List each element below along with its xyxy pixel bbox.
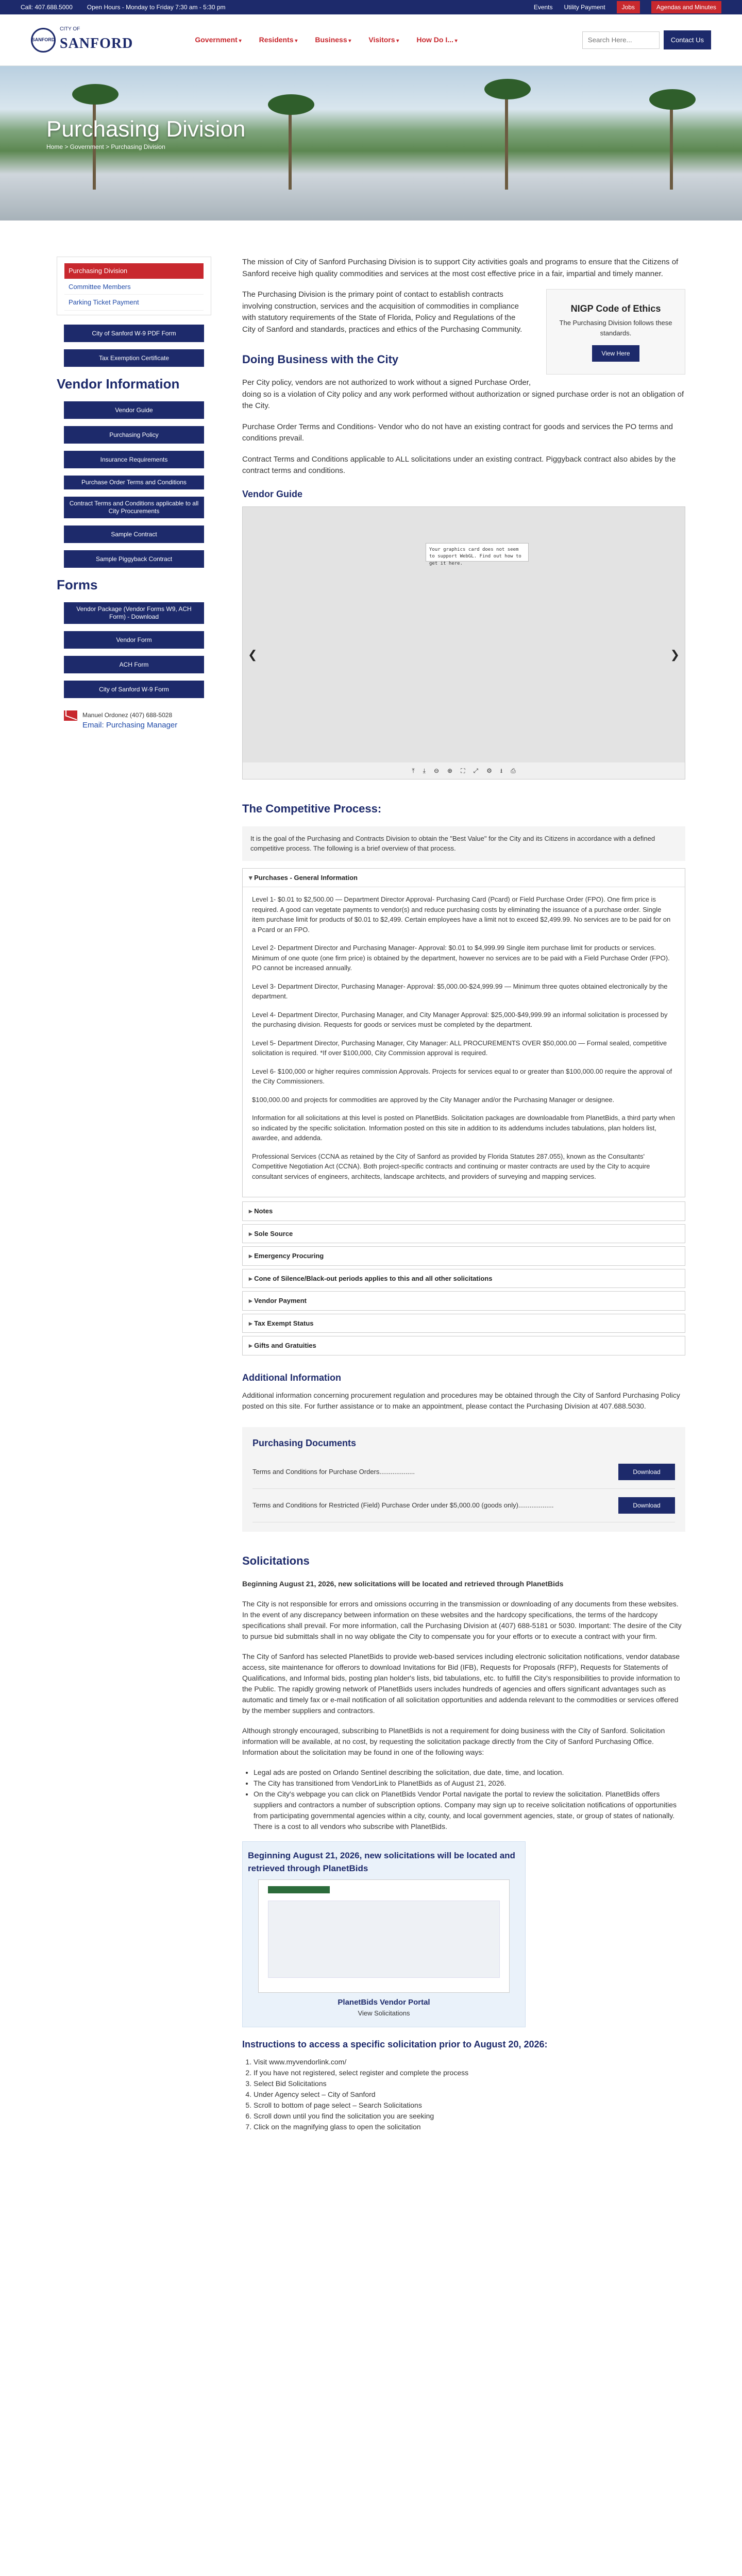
contact-email-link[interactable]: Email: Purchasing Manager (82, 720, 178, 730)
vendor-info-heading: Vendor Information (57, 376, 180, 392)
nigp-title: NIGP Code of Ethics (570, 303, 661, 314)
site-logo[interactable] (31, 25, 133, 55)
forms-heading: Forms (57, 577, 98, 592)
solicitations-p2: The City of Sanford has selected PlanetBids to provide web-based services including electronic solicitation notifications, vendor database access, site maintenance for offerors to download Invitations for Bid (IFB), Requests for Proposals (RFP), Requests for Statements of Qualifications, and Informal bids, posting plan holder's lists, bid tabulations, etc. to fulfill the City's responsibilities to provide information to the Public. The rapidly growing network of PlanetBids users includes hundreds of agencies and offers significant advantages such as automatic and timely fax or e-mail notification of all solicitation opportunities and addenda relevant to the commodities or services offered by the member suppliers and contractors. (242, 1652, 680, 1715)
top-link-jobs[interactable]: Jobs (617, 1, 640, 13)
planetbids-heading: Beginning August 21, 2026, new solicitations will be located and retrieved through PlanetBids (248, 1850, 515, 1873)
sample-contract-button[interactable]: Sample Contract (64, 526, 204, 543)
purchasing-documents (242, 1427, 685, 1532)
vendor-guide-viewer[interactable] (242, 506, 685, 779)
w9-form-button[interactable]: City of Sanford W-9 Form (64, 681, 204, 698)
top-bar (0, 0, 742, 14)
sidebar-contact (57, 705, 211, 737)
nav-how-do-i[interactable]: How Do I... ▾ (416, 35, 457, 45)
accordion-sole-source[interactable]: ▸ Sole Source (242, 1224, 685, 1244)
sidebar-item-purchasing-division[interactable]: Purchasing Division (64, 263, 204, 279)
hero-banner (0, 66, 742, 221)
vendor-guide-button[interactable]: Vendor Guide (64, 401, 204, 419)
planetbids-card (242, 1841, 526, 2027)
doing-business-heading: Doing Business with the City (242, 353, 399, 366)
ccna-text: Professional Services (CCNA as retained by the City of Sanford as provided by Florida Statutes 287.055), known as the Consultants' Competitive Negotiation Act (CCNA). Both project-specific contracts and continuing or master contracts are used by the City to acquire consultant services of engineers, architects, landscape architects, and providers of surveying and mapping services. (252, 1152, 650, 1180)
solicitations-lead: Beginning August 21, 2026, new solicitations will be located and retrieved through PlanetBids (242, 1579, 564, 1588)
accordion-general-info (242, 868, 685, 1198)
list-item: 7. Click on the magnifying glass to open the solicitation (254, 2122, 685, 2132)
content (242, 257, 685, 2142)
settings-icon[interactable]: ⚙ (486, 767, 492, 774)
webgl-message: Your graphics card does not seem to support WebGL. Find out how to get it here. (426, 543, 529, 562)
solicitation-ways-list (242, 1767, 685, 1832)
additional-text: Additional information concerning procurement regulation and procedures may be obtained through the City of Sanford Purchasing Policy posted on this site. For further assistance or to make an appointment, please contact the Purchasing Division at 407.688.5030. (242, 1391, 680, 1410)
competitive-heading: The Competitive Process: (242, 802, 382, 815)
vendor-guide-heading: Vendor Guide (242, 488, 303, 499)
palm-frond-graphic (649, 89, 696, 110)
accordion-gifts[interactable]: ▸ Gifts and Gratuities (242, 1336, 685, 1355)
hours-text: Open Hours - Monday to Friday 7:30 am - 5:30 pm (87, 4, 226, 11)
palm-tree-graphic (670, 102, 673, 190)
logo-city-text: CITY OF (60, 26, 80, 32)
list-item: • On the City's webpage you can click on PlanetBids Vendor Portal navigate the portal to review the solicitation. PlanetBids offers suppliers and contractors a number of subscription options. Company may sign up to receive solicitation notifications of opportunities from participating governmental agencies within a city, county, and local government agencies, state, or group of states of nationally. There is a cost to all vendors who subscribe with PlanetBids. (254, 1789, 685, 1832)
level-3-text: Level 3- Department Director, Purchasing Manager- Approval: $5,000.00-$24,999.99 — Minimum three quotes obtained electronically by the department. (252, 982, 668, 1000)
accordion-notes[interactable]: ▸ Notes (242, 1201, 685, 1221)
download-icon[interactable]: ⭳ (500, 767, 503, 774)
solicitations-heading: Solicitations (242, 1554, 310, 1567)
doing-business-p3: Contract Terms and Conditions applicable to ALL solicitations under an existing contract. Piggyback contract also abides by the contract terms and conditions. (242, 454, 676, 475)
main-area (0, 221, 742, 2142)
list-item: 4. Under Agency select – City of Sanford (254, 2089, 685, 2100)
nigp-card (546, 289, 685, 375)
prev-arrow-icon[interactable]: ❮ (248, 648, 258, 661)
top-link-events[interactable]: Events (533, 4, 553, 11)
top-link-agendas[interactable]: Agendas and Minutes (651, 1, 721, 13)
vendor-package-button[interactable]: Vendor Package (Vendor Forms W9, ACH Form) - Download (64, 602, 204, 624)
search-area (582, 30, 711, 50)
search-input[interactable] (582, 31, 660, 49)
accordion-cone-of-silence[interactable]: ▸ Cone of Silence/Black-out periods applies to this and all other solicitations (242, 1269, 685, 1289)
list-item: • The City has transitioned from VendorLink to PlanetBids as of August 21, 2026. (254, 1778, 685, 1789)
logo-word: SANFORD (60, 36, 133, 52)
site-header (0, 14, 742, 66)
list-item: 2. If you have not registered, select register and complete the process (254, 2067, 685, 2078)
list-item: 6. Scroll down until you find the solicitation you are seeking (254, 2111, 685, 2122)
planetbids-header-graphic (268, 1886, 330, 1893)
accordion-tax-exempt[interactable]: ▸ Tax Exempt Status (242, 1314, 685, 1333)
download-button[interactable]: Download (618, 1464, 675, 1480)
top-links (534, 1, 721, 13)
download-button[interactable]: Download (618, 1497, 675, 1514)
zoom-in-icon[interactable]: ⊕ (447, 767, 453, 774)
first-page-icon[interactable]: ⤒ (412, 767, 415, 774)
sidebar-menu (57, 257, 211, 315)
view-solicitations-link[interactable]: View Solicitations (358, 2009, 410, 2017)
solicitations-p1: The City is not responsible for errors and omissions occurring in the transmission or downloading of any documents from these websites. In the event of any discrepancy between information on these websites and the hardcopy specifications, the terms of the hardcopy specifications shall prevail. For more information, call the Purchasing Division at (407) 688-5181 or 5030. Important: The desire of the City to pursue bid submittals shall in no way obligate the City to compensate you for your efforts or to execute a contract with your firm. (242, 1599, 682, 1640)
level-1-text: Level 1- $0.01 to $2,500.00 — Department Director Approval- Purchasing Card (Pcard) or Field Purchase Order (FPO). One firm price is required. A good can vegetate payments to vendor(s) and reduce purchasing costs by eliminating the issuance of a purchase order. Single item purchase limit for products of $0.01 to $2,499. Certain employees have a limit not to exceed $2,499.99. No services are to be paid for on a Pcard or an FPO. (252, 895, 671, 934)
zoom-out-icon[interactable]: ⊖ (433, 767, 440, 774)
palm-frond-graphic (72, 84, 119, 105)
level-4-text: Level 4- Department Director, Purchasing Manager, and City Manager Approval: $25,000-$49,999.99 an informal solicitation is processed by the purchasing division. Requests for goods or services must be completed by the department. (252, 1010, 668, 1028)
intro-mission: The mission of City of Sanford Purchasing Division is to support City activities goals and programs to ensure that the Citizens of Sanford receive high quality commodities and services at the most cost effective price in a fair, impartial and timely manner. (242, 258, 679, 278)
planetbids-screenshot[interactable] (258, 1879, 510, 1993)
palm-tree-graphic (289, 107, 292, 190)
w9-pdf-button[interactable]: City of Sanford W-9 PDF Form (64, 325, 204, 342)
expand-icon[interactable]: ⤢ (473, 767, 479, 774)
documents-heading: Purchasing Documents (252, 1437, 357, 1448)
sidebar-item-committee-members[interactable]: Committee Members (64, 279, 204, 295)
main-nav (195, 35, 457, 45)
list-item: • Legal ads are posted on Orlando Sentinel describing the solicitation, due date, time, and location. (254, 1767, 685, 1778)
additional-heading: Additional Information (242, 1372, 341, 1383)
nav-visitors[interactable]: Visitors ▾ (368, 35, 399, 45)
accordion-body-general-info (243, 887, 685, 1197)
top-link-utility[interactable]: Utility Payment (564, 4, 605, 11)
planetbids-table-graphic (268, 1901, 500, 1978)
document-title: Terms and Conditions for Restricted (Field) Purchase Order under $5,000.00 (goods only)................... (252, 1501, 554, 1509)
document-row (252, 1489, 675, 1522)
tax-exemption-button[interactable]: Tax Exemption Certificate (64, 349, 204, 367)
breadcrumb[interactable]: Home > Government > Purchasing Division (46, 143, 165, 150)
next-arrow-icon[interactable]: ❯ (670, 648, 680, 661)
vendor-form-button[interactable]: Vendor Form (64, 631, 204, 649)
nigp-view-button[interactable]: View Here (592, 345, 639, 362)
purchasing-policy-button[interactable]: Purchasing Policy (64, 426, 204, 444)
contact-us-button[interactable]: Contact Us (664, 30, 711, 50)
planetbids-caption: PlanetBids Vendor Portal (338, 1997, 430, 2007)
list-item: 5. Scroll to bottom of page select – Search Solicitations (254, 2100, 685, 2111)
phone-text[interactable]: Call: 407.688.5000 (21, 4, 73, 11)
accordion-list (242, 1201, 685, 1355)
document-row (252, 1455, 675, 1489)
list-item: 1. Visit www.myvendorlink.com/ (254, 2057, 685, 2067)
nav-residents[interactable]: Residents ▾ (259, 35, 298, 45)
planetbids-info-text: Information for all solicitations at this level is posted on PlanetBids. Solicitation packages are downloadable from PlanetBids, a third party when so indicated by the specific solicitation. Information posted on this site in addition to its addendums includes tabulations, plan holders list, awardee, and addenda. (252, 1114, 675, 1142)
print-icon[interactable]: ⎙ (511, 767, 516, 774)
sample-piggyback-button[interactable]: Sample Piggyback Contract (64, 550, 204, 568)
palm-tree-graphic (505, 92, 508, 190)
intro-contact: The Purchasing Division is the primary point of contact to establish contracts involving construction, services and the acquisition of commodities in compliance with statutory requirements of the State of Florida, Policy and Regulations of the City of Sanford and standards, practices and ethics of the Purchasing Community. (242, 290, 522, 334)
list-item: 3. Select Bid Solicitations (254, 2078, 685, 2089)
sidebar (57, 257, 211, 2142)
doing-business-p2: Purchase Order Terms and Conditions- Vendor who do not have an existing contract for goods and services the PO terms and conditions prevail. (242, 422, 673, 443)
solicitations-p3: Although strongly encouraged, subscribing to PlanetBids is not a requirement for doing business with the City of Sanford. Solicitation information will be available, at no cost, by requesting the solicitation package directly from the City of Sanford Purchasing Office. Information about the solicitation may be found in one of the following ways: (242, 1726, 665, 1756)
viewer-toolbar (243, 762, 685, 779)
doing-business-p1: Per City policy, vendors are not authorized to work without a signed Purchase Order, doing so is a violation of City policy and any work performed without authorization or signed purchase order is not an obligation of the City. (242, 378, 684, 410)
city-seal-icon: SANFORD (31, 28, 56, 53)
level-6-text: Level 6- $100,000 or higher requires commission Approvals. Projects for services equal to or greater than $100,000.00 require the approval of the City Commissioners. (252, 1067, 672, 1085)
nav-government[interactable]: Government ▾ (195, 35, 241, 45)
document-title: Terms and Conditions for Purchase Orders................... (252, 1467, 415, 1476)
level-2-text: Level 2- Department Director and Purchasing Manager- Approval: $0.01 to $4,999.99 Single item purchase limit for products or services. Minimum of one quote (one firm price) is obtained by the department, however no services are to be paid with a Field Purchase Order (FPO). PO cannot be increased annually. (252, 944, 670, 972)
last-page-icon[interactable]: ⤓ (423, 767, 426, 774)
nav-business[interactable]: Business ▾ (315, 35, 351, 45)
page-title: Purchasing Division (46, 116, 246, 142)
level-5-text: Level 5- Department Director, Purchasing Manager, City Manager: ALL PROCUREMENTS OVER $50,000.00 — Formal sealed, competitive solicitation is required. *If over $100,000, City Commission approval is required. (252, 1039, 667, 1057)
accordion-header-general-info[interactable]: ▾ Purchases - General Information (243, 869, 685, 888)
instructions-heading: Instructions to access a specific solicitation prior to August 20, 2026: (242, 2039, 548, 2049)
palm-frond-graphic (484, 79, 531, 99)
fullscreen-icon[interactable]: ⛶ (461, 767, 465, 774)
po-terms-button[interactable]: Purchase Order Terms and Conditions (64, 476, 204, 489)
competitive-intro: It is the goal of the Purchasing and Contracts Division to obtain the "Best Value" for the City and its Citizens in accordance with a defined competitive process. The following is a brief overview of that process. (242, 826, 685, 861)
nigp-subtitle: The Purchasing Division follows these standards. (559, 319, 672, 337)
sidebar-item-parking-ticket[interactable]: Parking Ticket Payment (64, 295, 204, 311)
insurance-button[interactable]: Insurance Requirements (64, 451, 204, 468)
accordion-vendor-payment[interactable]: ▸ Vendor Payment (242, 1291, 685, 1311)
commodities-text: $100,000.00 and projects for commodities are approved by the City Manager and/or the Purchasing Manager or designee. (252, 1095, 615, 1104)
contact-name: Manuel Ordonez (407) 688-5028 (82, 711, 173, 719)
ach-form-button[interactable]: ACH Form (64, 656, 204, 673)
accordion-emergency[interactable]: ▸ Emergency Procuring (242, 1246, 685, 1266)
palm-frond-graphic (268, 94, 314, 115)
instructions-list (242, 2057, 685, 2132)
contract-terms-button[interactable]: Contract Terms and Conditions applicable to all City Procurements (64, 497, 204, 518)
mail-icon (64, 710, 77, 721)
